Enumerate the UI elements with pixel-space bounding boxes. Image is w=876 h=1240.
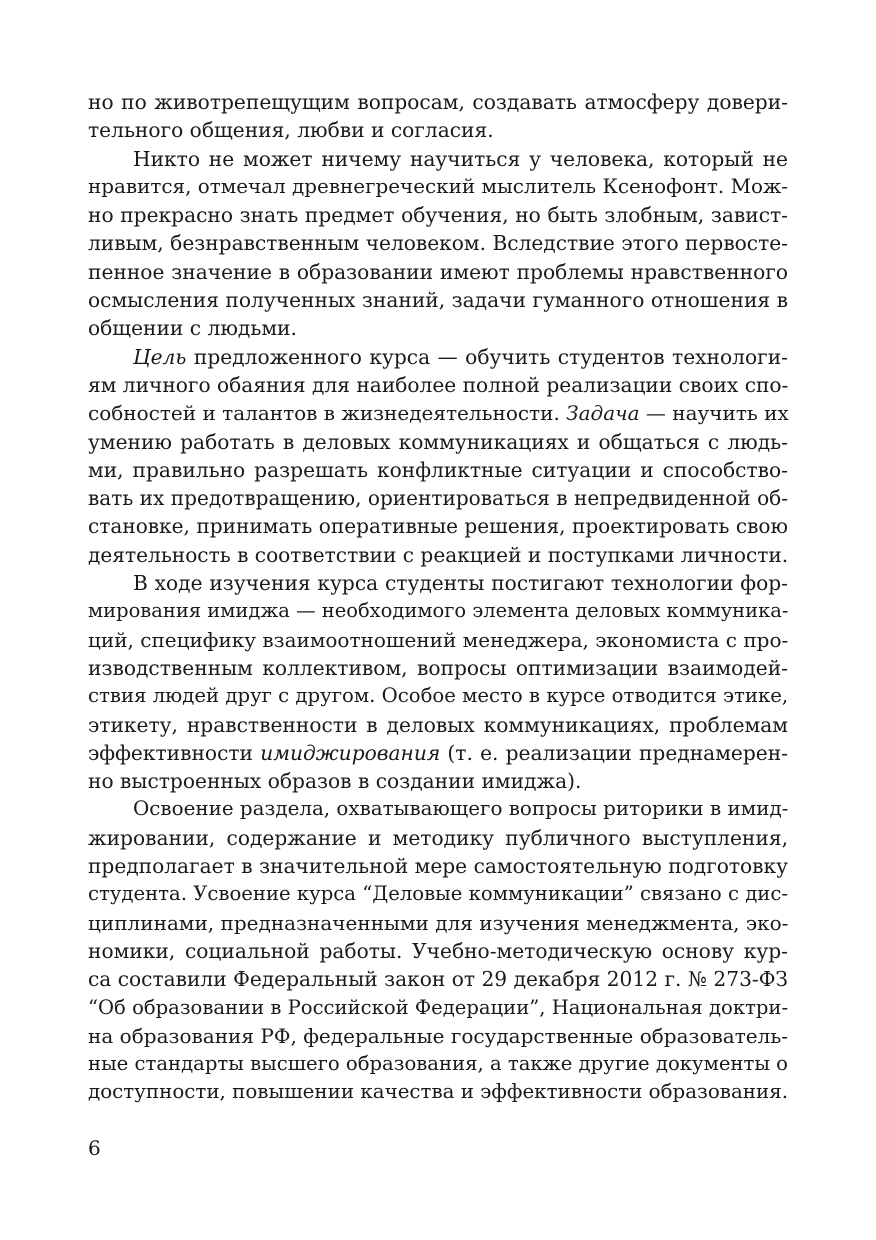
text-fragment: эффективности: [88, 740, 253, 765]
text-line: осмысления полученных знаний, задачи гуманного отношения в: [88, 288, 788, 313]
italic-term-imidzhirovaniya: имиджирования: [260, 740, 441, 765]
text-line: вать их предотвращению, ориентироваться в непредвиденной об-: [88, 486, 788, 511]
text-line: нравится, отмечал древнегреческий мыслитель Ксенофонт. Мож-: [88, 174, 788, 198]
text-line: общении с людьми.: [88, 316, 297, 341]
text-line: В ходе изучения курса студенты постигают технологии фор-: [133, 571, 788, 596]
text-fragment: — научить их: [639, 401, 789, 426]
text-line: жировании, содержание и методику публичного выступления,: [88, 825, 788, 850]
text-line: [88, 739, 788, 767]
text-line: ций, специфику взаимоотношений менеджера, экономиста с про-: [88, 627, 789, 652]
text-line: номики, социальной работы. Учебно-методическую основу кур-: [88, 938, 788, 963]
text-line: этикету, нравственности в деловых коммуникациях, проблемам: [88, 712, 788, 737]
text-line: ствия людей друг с другом. Особое место в курсе отводится этике,: [88, 684, 789, 708]
text-line: доступности, повышении качества и эффективности образования.: [88, 1080, 789, 1104]
text-line: изводственным коллективом, вопросы оптимизации взаимодей-: [88, 655, 788, 680]
paragraph-2: [88, 145, 788, 343]
text-line: становке, принимать оперативные решения, проектировать свою: [88, 514, 788, 539]
text-fragment: предложенного курса — обучить студентов технологи-: [193, 344, 788, 369]
paragraph-5: [88, 795, 788, 1106]
page-body: [88, 88, 788, 1107]
text-line: мирования имиджа — необходимого элемента деловых коммуника-: [88, 599, 789, 623]
text-line: умению работать в деловых коммуникациях и общаться с людь-: [88, 429, 788, 454]
text-fragment: (т. е. реализации преднамерен-: [440, 740, 788, 765]
text-line: на образования РФ, федеральные государственные образователь-: [88, 1023, 788, 1048]
text-line: “Об образовании в Российской Федерации”, Национальная доктри-: [88, 995, 789, 1019]
text-line: но выстроенных образов в создании имиджа).: [88, 769, 582, 794]
text-line: но прекрасно знать предмет обучения, но быть злобным, завист-: [88, 203, 788, 228]
paragraph-4: [88, 569, 788, 795]
text-line: [88, 343, 788, 371]
text-line: Освоение раздела, охватывающего вопросы риторики в имид-: [133, 797, 789, 821]
text-line: ливым, безнравственным человеком. Вследствие этого первосте-: [88, 231, 788, 256]
text-line: са составили Федеральный закон от 29 декабря 2012 г. № 273-ФЗ: [88, 967, 788, 992]
text-line: ные стандарты высшего образования, а также другие документы о: [88, 1052, 788, 1076]
text-line: предполагает в значительной мере самостоятельную подготовку: [88, 854, 788, 879]
text-line: но по животрепещущим вопросам, создавать атмосферу довери-: [88, 90, 788, 114]
italic-term-zadacha: Задача: [566, 401, 640, 426]
text-line: деятельность в соответствии с реакцией и поступками личности.: [88, 542, 789, 567]
paragraph-1: [88, 88, 788, 145]
text-line: циплинами, предназначенными для изучения менеджмента, эко-: [88, 910, 789, 935]
text-line: пенное значение в образовании имеют проблемы нравственного: [88, 259, 788, 284]
italic-term-cel: Цель: [133, 344, 187, 369]
text-line: Никто не может ничему научиться у человека, который не: [133, 146, 788, 171]
text-line: тельного общения, любви и согласия.: [88, 118, 494, 143]
page-number: 6: [88, 1136, 101, 1160]
text-line: [88, 399, 788, 427]
text-line: ми, правильно разрешать конфликтные ситуации и способство-: [88, 457, 788, 482]
paragraph-3: [88, 343, 788, 569]
text-fragment: собностей и талантов в жизнедеятельности.: [88, 401, 560, 426]
text-line: студента. Усвоение курса “Деловые коммуникации” связано с дис-: [88, 882, 788, 906]
text-line: ям личного обаяния для наиболее полной реализации своих спо-: [88, 372, 789, 397]
